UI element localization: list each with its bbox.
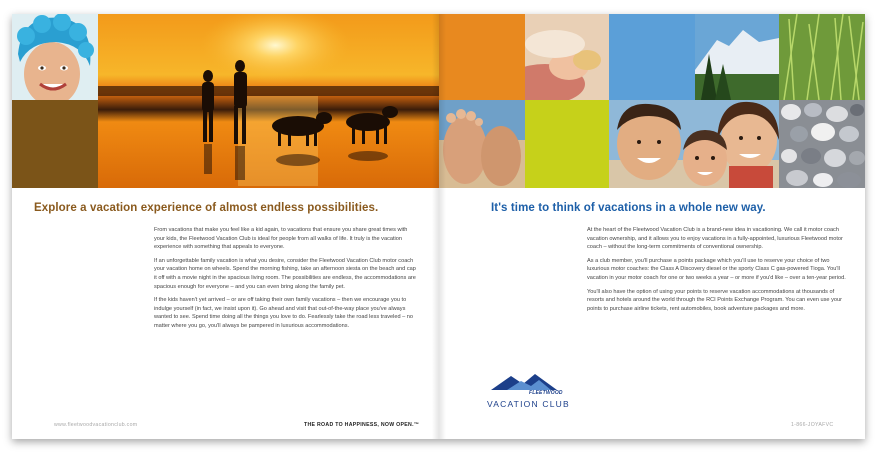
- grass-photo: [779, 14, 865, 100]
- left-headline: Explore a vacation experience of almost endless possibilities.: [34, 202, 379, 214]
- pebbles-photo: [779, 100, 865, 188]
- fleetwood-vacation-club-logo: [477, 372, 577, 416]
- left-page: [12, 14, 439, 439]
- smiling-kids-photo: [609, 100, 779, 188]
- left-body-text: [154, 226, 416, 336]
- right-paragraph: At the heart of the Fleetwood Vacation Club is a brand-new idea in vacationing. We call it motor coach vacation ownership, and it allows you to enjoy vacations in a fully-appointed, luxurious Fleetwood motor coach – without the long-term commitments of conventional ownership.: [587, 227, 843, 251]
- right-paragraph: As a club member, you'll purchase a points package which you'll use to reserve your choice of two luxurious motor coaches: the Class A Discovery diesel or the sporty Class C gas-powered Tioga. You'll vacation in your motor coach for one or two weeks a year – or more if you'd like – over a ten-year period.: [587, 257, 846, 281]
- right-headline: It's time to think of vacations in a whole new way.: [491, 202, 766, 214]
- woman-swim-cap-photo: [12, 14, 98, 100]
- left-paragraph: If the kids haven't yet arrived – or are off taking their own family vacations – then we encourage you to indulge yourself (in fact, we insist upon it). Go ahead and visit that out-of-the-way place you've always wanted to see. Spend time doing all the things you love to do. Fearlessly take the road less traveled – no matter where you go, you'll always be pampered in luxurious accommodations.: [154, 297, 414, 329]
- brochure-spread: [12, 14, 865, 439]
- right-body-text: [587, 226, 849, 318]
- left-paragraph: From vacations that make you feel like a kid again, to vacations that ensure you share great times with your kids, the Fleetwood Vacation Club is ideal for people from all walks of life. It truly is the vacation experience with something that appeals to everyone.: [154, 227, 408, 251]
- logo-brand: FLEETWOOD: [529, 390, 563, 396]
- footer-url: www.fleetwoodvacationclub.com: [54, 422, 138, 428]
- child-sunbathing-photo: [525, 14, 609, 100]
- logo-name: VACATION CLUB: [487, 399, 570, 409]
- lime-color-block: [525, 100, 609, 188]
- brown-color-block: [12, 100, 98, 188]
- blue-color-block: [609, 14, 695, 100]
- right-paragraph: You'll also have the option of using your points to reserve vacation accommodations at thousands of resorts and hotels around the world through the RCI Points Exchange Program. You can even use your points to purchase airline tickets, rent automobiles, book adventure packages and more.: [587, 288, 842, 312]
- footer-phone: 1-866-JOYAFVC: [791, 422, 834, 428]
- left-paragraph: If an unforgettable family vacation is what you desire, consider the Fleetwood Vacation Club motor coach your vacation home on wheels. Spend the morning fishing, take an afternoon siesta on the beach and cap it off with a movie night in the spacious living room. The possibilities are endless, the accommodations are spacious enough for everyone – and you can even bring along the family pet.: [154, 257, 416, 290]
- page-gutter: [432, 14, 446, 439]
- feet-in-sand-photo: [439, 100, 525, 188]
- right-page: [439, 14, 865, 439]
- mountain-photo: [695, 14, 779, 100]
- orange-color-block: [439, 14, 525, 100]
- mountain-logo-icon: [477, 372, 577, 392]
- sunset-beach-photo: [98, 14, 439, 188]
- footer-tagline: THE ROAD TO HAPPINESS, NOW OPEN.™: [304, 422, 420, 428]
